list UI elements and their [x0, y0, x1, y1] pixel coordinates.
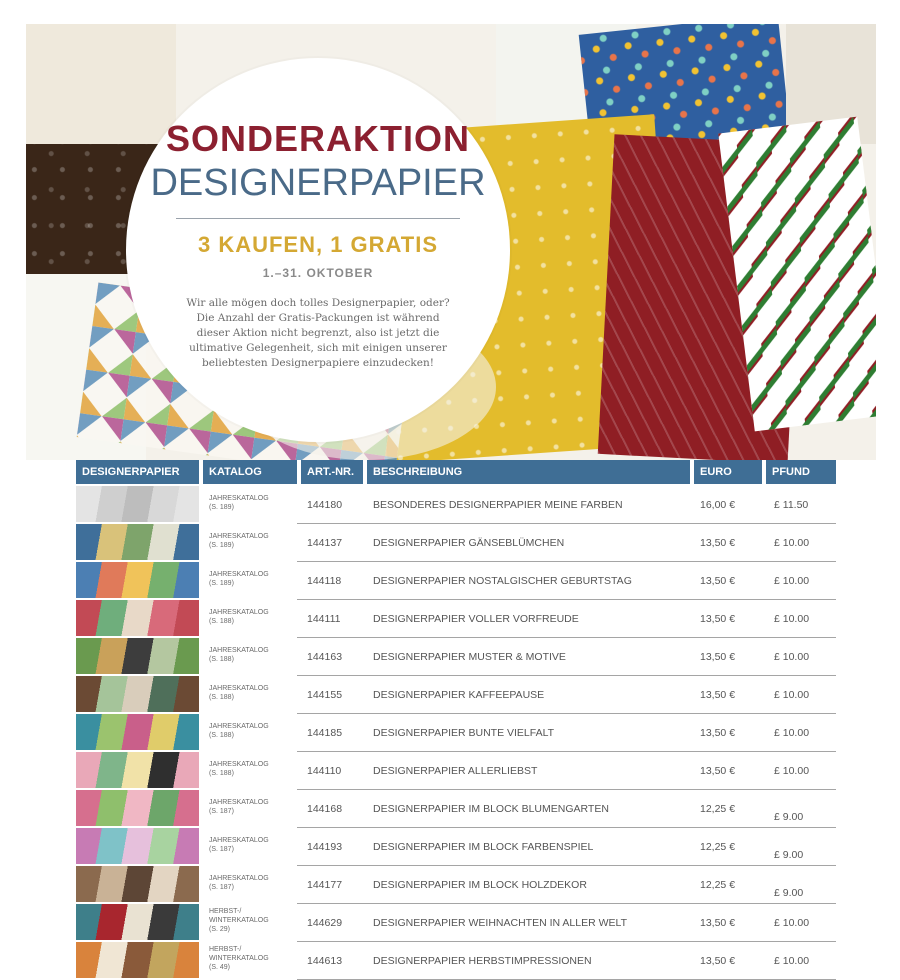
table-row [76, 562, 836, 600]
table-row [76, 904, 836, 942]
katalog-line: JAHRESKATALOG [209, 533, 269, 540]
offer-text: 3 KAUFEN, 1 GRATIS [197, 232, 439, 257]
artnr-cell: 144118 [307, 575, 342, 587]
table-row [76, 676, 836, 714]
katalog-line: (S. 188) [209, 770, 234, 777]
beschreibung-cell: DESIGNERPAPIER ALLERLIEBST [373, 765, 538, 777]
katalog-cell [209, 646, 269, 664]
euro-cell: 13,50 € [700, 651, 736, 663]
table-row [76, 638, 836, 676]
katalog-line: WINTERKATALOG [209, 955, 269, 962]
table-row [76, 524, 836, 562]
product-thumbnail [76, 866, 199, 902]
promo-title: SONDERAKTION [165, 118, 470, 159]
katalog-line: JAHRESKATALOG [209, 609, 269, 616]
beschreibung-cell: DESIGNERPAPIER WEIHNACHTEN IN ALLER WELT [373, 917, 627, 929]
katalog-line: (S. 189) [209, 542, 234, 549]
product-thumbnail [76, 714, 199, 750]
header-beschreibung: BESCHREIBUNG [367, 460, 690, 484]
artnr-cell: 144629 [307, 917, 343, 929]
katalog-line: (S. 189) [209, 580, 234, 587]
euro-cell: 12,25 € [700, 841, 736, 853]
artnr-cell: 144193 [307, 841, 343, 853]
euro-cell: 12,25 € [700, 879, 736, 891]
table-row [76, 714, 836, 752]
katalog-line: JAHRESKATALOG [209, 571, 269, 578]
euro-cell: 13,50 € [700, 917, 736, 929]
header-katalog: KATALOG [203, 460, 297, 484]
table-row [76, 866, 836, 904]
artnr-cell: 144155 [307, 689, 343, 701]
header-euro: EURO [694, 460, 762, 484]
artnr-cell: 144111 [307, 613, 341, 625]
artnr-cell: 144110 [307, 765, 342, 777]
katalog-line: (S. 187) [209, 884, 234, 891]
pfund-cell: £ 9.00 [774, 849, 804, 861]
beschreibung-cell: DESIGNERPAPIER VOLLER VORFREUDE [373, 613, 579, 625]
katalog-cell [209, 722, 269, 740]
katalog-cell [209, 874, 269, 892]
table-row [76, 828, 836, 866]
beschreibung-cell: DESIGNERPAPIER IM BLOCK FARBENSPIEL [373, 841, 594, 853]
artnr-cell: 144185 [307, 727, 343, 739]
euro-cell: 12,25 € [700, 803, 736, 815]
beschreibung-cell: DESIGNERPAPIER KAFFEEPAUSE [373, 689, 545, 701]
katalog-line: (S. 188) [209, 694, 234, 701]
katalog-line: JAHRESKATALOG [209, 495, 269, 502]
euro-cell: 13,50 € [700, 727, 736, 739]
pfund-cell: £ 9.00 [774, 887, 804, 899]
product-thumbnail [76, 486, 199, 522]
product-thumbnail [76, 752, 199, 788]
product-thumbnail [76, 828, 199, 864]
promo-subtitle: DESIGNERPAPIER [150, 162, 486, 204]
product-thumbnail [76, 904, 199, 940]
pfund-cell: £ 10.00 [774, 613, 810, 625]
promo-circle [126, 58, 510, 442]
euro-cell: 13,50 € [700, 689, 736, 701]
katalog-line: (S. 188) [209, 732, 234, 739]
beschreibung-cell: DESIGNERPAPIER NOSTALGISCHER GEBURTSTAG [373, 575, 632, 587]
table-row [76, 486, 836, 524]
katalog-line: (S. 187) [209, 808, 234, 815]
katalog-line: (S. 29) [209, 926, 231, 933]
katalog-line: JAHRESKATALOG [209, 723, 269, 730]
katalog-line: JAHRESKATALOG [209, 837, 269, 844]
euro-cell: 13,50 € [700, 765, 736, 777]
header-pfund: PFUND [766, 460, 836, 484]
artnr-cell: 144613 [307, 955, 343, 967]
pfund-cell: £ 10.00 [774, 917, 810, 929]
offer-dates: 1.–31. OKTOBER [262, 266, 374, 280]
pfund-cell: £ 10.00 [774, 765, 810, 777]
katalog-line: HERBST-/ [209, 908, 242, 915]
katalog-cell [209, 494, 269, 512]
beschreibung-cell: DESIGNERPAPIER IM BLOCK BLUMENGARTEN [373, 803, 609, 815]
euro-cell: 13,50 € [700, 575, 736, 587]
table-row [76, 752, 836, 790]
katalog-line: JAHRESKATALOG [209, 761, 269, 768]
artnr-cell: 144177 [307, 879, 343, 891]
pfund-cell: £ 10.00 [774, 575, 810, 587]
product-thumbnail [76, 638, 199, 674]
katalog-line: JAHRESKATALOG [209, 685, 269, 692]
divider-line [176, 218, 460, 219]
katalog-line: WINTERKATALOG [209, 917, 269, 924]
katalog-cell [209, 907, 269, 934]
beschreibung-cell: DESIGNERPAPIER GÄNSEBLÜMCHEN [373, 537, 565, 549]
katalog-line: (S. 188) [209, 656, 234, 663]
katalog-cell [209, 608, 269, 626]
euro-cell: 16,00 € [700, 499, 736, 511]
katalog-line: (S. 49) [209, 964, 231, 971]
katalog-cell [209, 684, 269, 702]
katalog-cell [209, 798, 269, 816]
table-row [76, 790, 836, 828]
product-thumbnail [76, 524, 199, 560]
euro-cell: 13,50 € [700, 955, 736, 967]
katalog-line: HERBST-/ [209, 946, 242, 953]
header-artnr: ART.-NR. [301, 460, 363, 484]
product-thumbnail [76, 562, 199, 598]
promo-banner [26, 24, 876, 460]
pfund-cell: £ 10.00 [774, 689, 810, 701]
katalog-cell [209, 836, 269, 854]
pfund-cell: £ 9.00 [774, 811, 804, 823]
pfund-cell: £ 10.00 [774, 727, 810, 739]
katalog-line: JAHRESKATALOG [209, 647, 269, 654]
product-thumbnail [76, 600, 199, 636]
table-row [76, 942, 836, 980]
artnr-cell: 144137 [307, 537, 343, 549]
euro-cell: 13,50 € [700, 613, 736, 625]
katalog-line: (S. 189) [209, 504, 234, 511]
katalog-cell [209, 760, 269, 778]
beschreibung-cell: BESONDERES DESIGNERPAPIER MEINE FARBEN [373, 499, 623, 511]
pfund-cell: £ 10.00 [774, 651, 810, 663]
product-thumbnail [76, 676, 199, 712]
pfund-cell: £ 10.00 [774, 537, 810, 549]
artnr-cell: 144168 [307, 803, 343, 815]
beschreibung-cell: DESIGNERPAPIER HERBSTIMPRESSIONEN [373, 955, 592, 967]
offer-description: Wir alle mögen doch tolles Designerpapier, oder? Die Anzahl der Gratis-Packungen ist während dieser Aktion nicht begrenzt, also ist jetzt die ultimative Gelegenheit, sich mit einigen unserer beliebtesten Designerpapiere einzudecken! [186, 297, 450, 369]
pfund-cell: £ 10.00 [774, 955, 810, 967]
product-thumbnail [76, 790, 199, 826]
artnr-cell: 144163 [307, 651, 343, 663]
table-row [76, 600, 836, 638]
pfund-cell: £ 11.50 [774, 499, 809, 511]
beschreibung-cell: DESIGNERPAPIER BUNTE VIELFALT [373, 727, 555, 739]
katalog-cell [209, 532, 269, 550]
katalog-cell [209, 945, 269, 972]
katalog-line: (S. 188) [209, 618, 234, 625]
katalog-line: JAHRESKATALOG [209, 799, 269, 806]
product-thumbnail [76, 942, 199, 978]
euro-cell: 13,50 € [700, 537, 736, 549]
katalog-line: JAHRESKATALOG [209, 875, 269, 882]
beschreibung-cell: DESIGNERPAPIER IM BLOCK HOLZDEKOR [373, 879, 587, 891]
artnr-cell: 144180 [307, 499, 343, 511]
beschreibung-cell: DESIGNERPAPIER MUSTER & MOTIVE [373, 651, 566, 663]
katalog-line: (S. 187) [209, 846, 234, 853]
katalog-cell [209, 570, 269, 588]
header-designerpapier: DESIGNERPAPIER [76, 460, 199, 484]
